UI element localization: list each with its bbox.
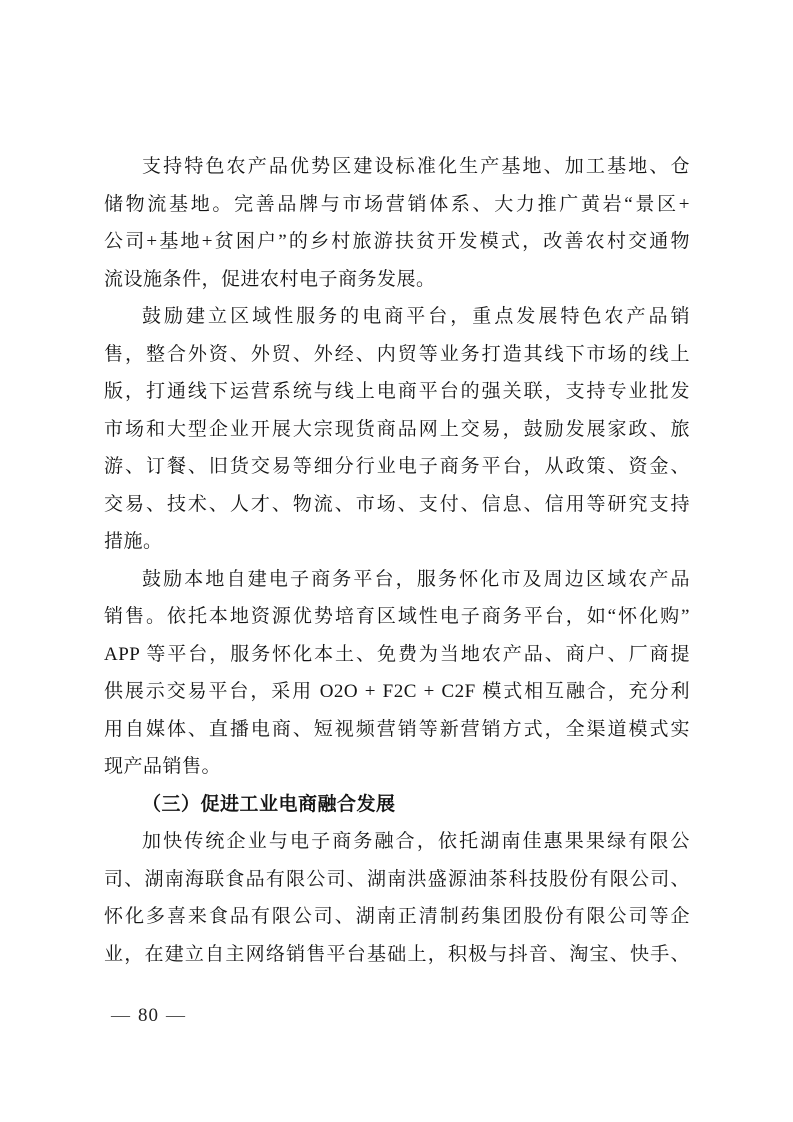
text-line: 游、订餐、旧货交易等细分行业电子商务平台，从政策、资金、	[104, 456, 690, 477]
text-line: 措施。	[104, 531, 163, 552]
text-line: 怀化多喜来食品有限公司、湖南正清制药集团股份有限公司等企	[104, 906, 690, 927]
text-line: 鼓励建立区域性服务的电商平台，重点发展特色农产品销	[142, 306, 690, 327]
paragraph-2	[104, 298, 690, 561]
text-line: APP 等平台，服务怀化本土、免费为当地农产品、商户、厂商提	[104, 643, 690, 665]
text-line: 鼓励本地自建电子商务平台，服务怀化市及周边区域农产品	[142, 568, 690, 590]
paragraph-3	[104, 561, 690, 786]
text-line: 储物流基地。完善品牌与市场营销体系、大力推广黄岩“景区+	[104, 193, 690, 215]
text-line: 支持特色农产品优势区建设标准化生产基地、加工基地、仓	[142, 156, 690, 177]
paragraph-1	[104, 148, 690, 298]
footer-dash-right: —	[166, 1005, 186, 1026]
document-body	[104, 148, 690, 973]
text-line: 流设施条件，促进农村电子商务发展。	[104, 268, 436, 290]
page-number: 80	[138, 1005, 159, 1026]
text-line: 销售。依托本地资源优势培育区域性电子商务平台，如“怀化购”	[104, 606, 690, 627]
text-line: 业，在建立自主网络销售平台基础上，积极与抖音、淘宝、快手、	[104, 943, 690, 965]
text-line: 加快传统企业与电子商务融合，依托湖南佳惠果果绿有限公	[142, 831, 690, 852]
text-line: 交易、技术、人才、物流、市场、支付、信息、信用等研究支持	[104, 493, 690, 515]
text-line: 公司+基地+贫困户”的乡村旅游扶贫开发模式，改善农村交通物	[104, 231, 690, 252]
section-heading: （三）促进工业电商融合发展	[142, 793, 396, 815]
text-line: 售，整合外资、外贸、外经、内贸等业务打造其线下市场的线上	[104, 343, 690, 365]
text-line: 现产品销售。	[104, 756, 222, 777]
page-footer	[104, 1002, 193, 1030]
text-line: 供展示交易平台，采用 O2O + F2C + C2F 模式相互融合，充分利	[104, 681, 690, 702]
text-line: 用自媒体、直播电商、短视频营销等新营销方式，全渠道模式实	[104, 718, 690, 740]
text-line: 版，打通线下运营系统与线上电商平台的强关联，支持专业批发	[104, 381, 690, 402]
text-line: 司、湖南海联食品有限公司、湖南洪盛源油茶科技股份有限公司、	[104, 868, 690, 890]
text-line: 市场和大型企业开展大宗现货商品网上交易，鼓励发展家政、旅	[104, 418, 690, 440]
paragraph-4	[104, 823, 690, 973]
section-heading-block	[104, 786, 690, 824]
footer-dash-left: —	[111, 1005, 131, 1026]
